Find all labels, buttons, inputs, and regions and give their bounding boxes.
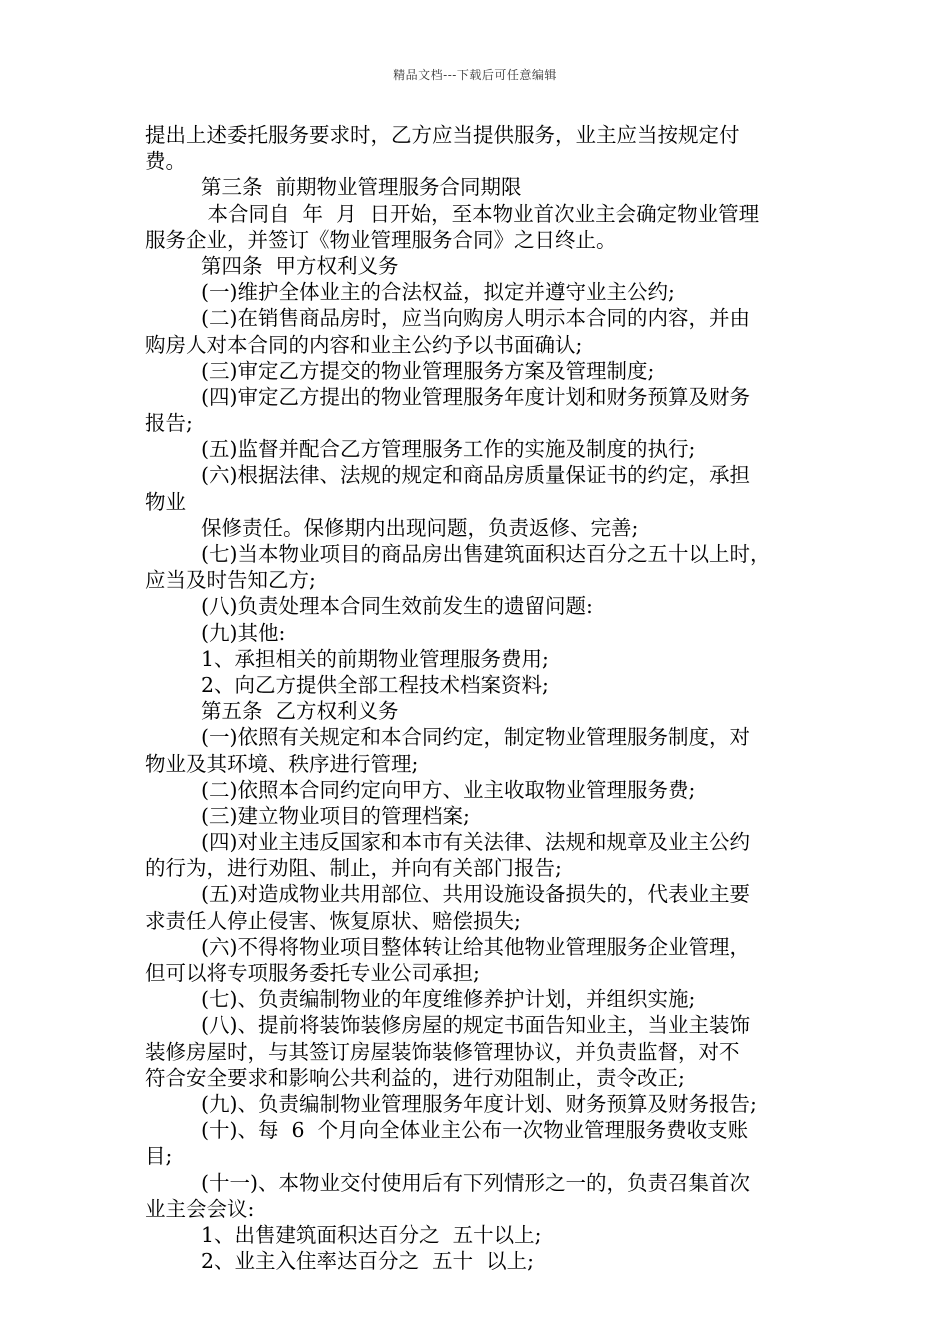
text-line: 购房人对本合同的内容和业主公约予以书面确认; xyxy=(145,332,583,357)
text-line: (九)、负责编制物业管理服务年度计划、财务预算及财务报告; xyxy=(201,1091,757,1116)
text-line: (八)负责处理本合同生效前发生的遗留问题: xyxy=(201,594,593,619)
text-line: 装修房屋时，与其签订房屋装饰装修管理协议，并负责监督，对不 xyxy=(145,1039,740,1064)
text-line: 符合安全要求和影响公共利益的，进行劝阻制止，责令改正; xyxy=(145,1065,685,1090)
text-line: (八)、提前将装饰装修房屋的规定书面告知业主，当业主装饰 xyxy=(201,1013,750,1038)
text-line: (九)其他: xyxy=(201,620,286,645)
text-line: 业主会会议: xyxy=(145,1196,255,1221)
text-line: (四)对业主违反国家和本市有关法律、法规和规章及业主公约 xyxy=(201,830,750,855)
text-line: 1、出售建筑面积达百分之 五十以上; xyxy=(201,1222,542,1247)
text-line: 2、业主入住率达百分之 五十 以上; xyxy=(201,1249,535,1274)
text-line: (十)、每 6 个月向全体业主公布一次物业管理服务费收支账 xyxy=(201,1118,749,1143)
text-line: 1、承担相关的前期物业管理服务费用; xyxy=(201,646,549,671)
text-line: 求责任人停止侵害、恢复原状、赔偿损失; xyxy=(145,908,521,933)
page-header: 精品文档---下载后可任意编辑 xyxy=(393,68,557,82)
text-line: 本合同自 年 月 日开始，至本物业首次业主会确定物业管理 xyxy=(201,201,760,226)
text-line: (七)当本物业项目的商品房出售建筑面积达百分之五十以上时， xyxy=(201,542,771,566)
text-line: (四)审定乙方提出的物业管理服务年度计划和财务预算及财务 xyxy=(201,384,750,409)
text-line: 物业 xyxy=(145,489,186,514)
text-line: 提出上述委托服务要求时，乙方应当提供服务，业主应当按规定付 xyxy=(145,123,740,147)
text-line: 的行为，进行劝阻、制止，并向有关部门报告; xyxy=(145,856,562,881)
text-line: 费。 xyxy=(145,149,186,174)
text-line: (六)根据法律、法规的规定和商品房质量保证书的约定，承担 xyxy=(201,463,750,488)
text-line: 保修责任。保修期内出现问题，负责返修、完善; xyxy=(201,515,639,540)
document-body xyxy=(145,122,807,1274)
text-line: 2、向乙方提供全部工程技术档案资料; xyxy=(201,672,549,697)
text-line: 目; xyxy=(145,1144,173,1169)
text-line: 第四条 甲方权利义务 xyxy=(201,253,399,278)
text-line: (七)、负责编制物业的年度维修养护计划，并组织实施; xyxy=(201,987,696,1012)
text-line: (五)对造成物业共用部位、共用设施设备损失的，代表业主要 xyxy=(201,882,750,907)
text-line: (一)维护全体业主的合法权益，拟定并遵守业主公约; xyxy=(201,280,675,305)
text-line: (三)建立物业项目的管理档案; xyxy=(201,803,470,828)
text-line: 物业及其环境、秩序进行管理; xyxy=(145,751,419,776)
text-line: (三)审定乙方提交的物业管理服务方案及管理制度; xyxy=(201,358,655,383)
text-line: (二)在销售商品房时，应当向购房人明示本合同的内容，并由 xyxy=(201,306,750,331)
text-line: 第五条 乙方权利义务 xyxy=(201,699,399,724)
text-line: 第三条 前期物业管理服务合同期限 xyxy=(201,175,522,200)
text-line: (五)监督并配合乙方管理服务工作的实施及制度的执行; xyxy=(201,437,696,462)
text-line: 报告; xyxy=(145,411,193,436)
text-line: 应当及时告知乙方; xyxy=(145,568,316,593)
text-line: 但可以将专项服务委托专业公司承担; xyxy=(145,961,480,985)
text-line: (十一)、本物业交付使用后有下列情形之一的，负责召集首次 xyxy=(201,1170,750,1195)
text-line: (一)依照有关规定和本合同约定，制定物业管理服务制度，对 xyxy=(201,725,750,750)
text-line: 服务企业，并签订《物业管理服务合同》之日终止。 xyxy=(145,227,617,252)
text-line: (二)依照本合同约定向甲方、业主收取物业管理服务费; xyxy=(201,777,696,802)
text-line: (六)不得将物业项目整体转让给其他物业管理服务企业管理， xyxy=(201,934,750,959)
